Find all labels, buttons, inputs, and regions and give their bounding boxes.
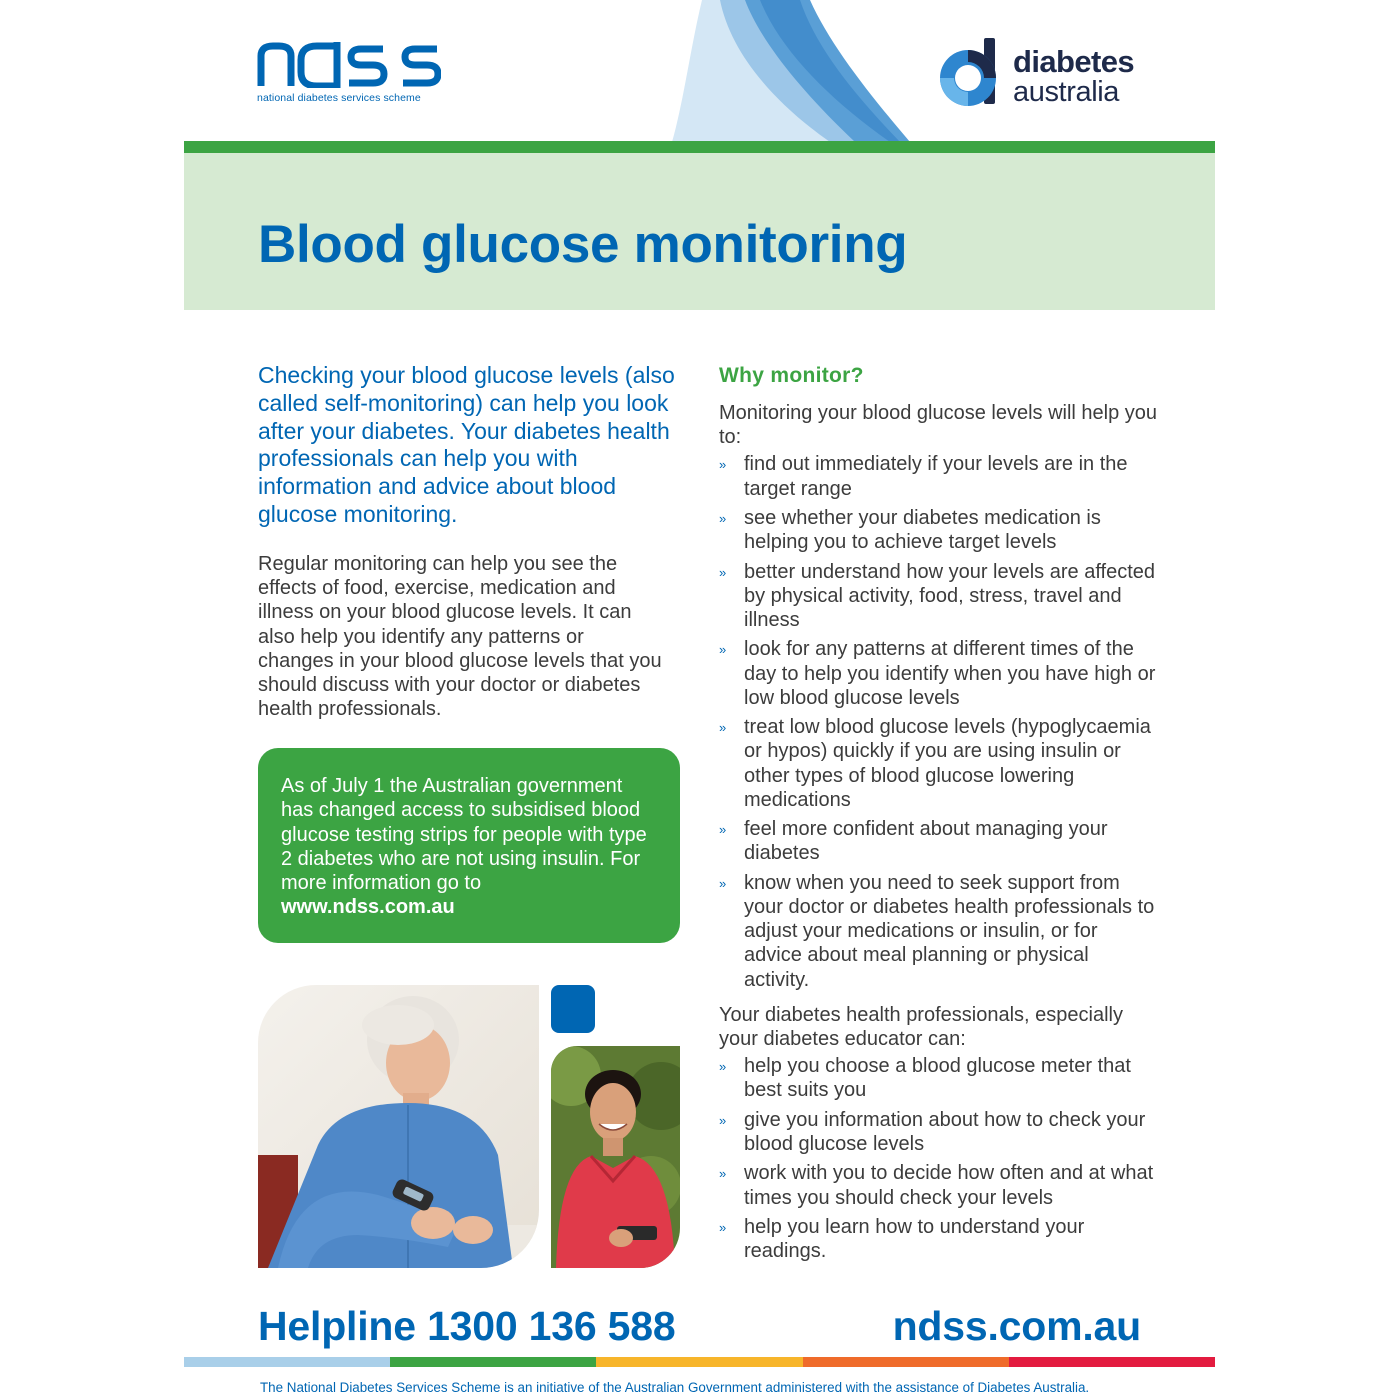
website-link[interactable]: ndss.com.au bbox=[892, 1303, 1141, 1349]
bullet-icon: » bbox=[719, 642, 727, 658]
list-item: » give you information about how to check your blood glucose levels bbox=[719, 1108, 1146, 1155]
stripe-segment bbox=[184, 1357, 390, 1367]
list-item: » better understand how your levels are affected by physical activity, food, stress, travel and illness bbox=[719, 560, 1155, 631]
ndss-tagline: national diabetes services scheme bbox=[257, 92, 421, 104]
notice-text: As of July 1 the Australian government has changed access to subsidised blood glucose testing strips for people with type 2 diabetes who are not using insulin. For more information go to bbox=[281, 775, 647, 895]
educator-help-list bbox=[719, 1054, 1159, 1263]
photo-young-man-smiling bbox=[551, 1046, 680, 1268]
diabetes-australia-word-2: australia bbox=[1013, 76, 1120, 108]
bullet-icon: » bbox=[719, 1112, 727, 1128]
stripe-segment bbox=[596, 1357, 802, 1367]
bullet-icon: » bbox=[719, 1166, 727, 1182]
list-item: » treat low blood glucose levels (hypoglycaemia or hypos) quickly if you are using insulin or other types of blood glucose lowering medications bbox=[719, 716, 1151, 811]
diabetes-australia-logo bbox=[938, 36, 1148, 108]
notice-box bbox=[258, 748, 680, 943]
diabetes-australia-logo-mark bbox=[938, 36, 998, 106]
bullet-icon: » bbox=[719, 1219, 727, 1235]
why-monitor-lead: Monitoring your blood glucose levels will help you to: bbox=[719, 402, 1158, 449]
why-monitor-column bbox=[719, 362, 1159, 1269]
footer-color-stripe bbox=[184, 1357, 1215, 1367]
list-item: » help you choose a blood glucose meter that best suits you bbox=[719, 1055, 1131, 1102]
list-item: » work with you to decide how often and at what times you should check your levels bbox=[719, 1162, 1154, 1209]
list-item: » feel more confident about managing your diabetes bbox=[719, 818, 1108, 865]
helpline-number[interactable]: Helpline 1300 136 588 bbox=[258, 1303, 676, 1349]
bullet-icon: » bbox=[719, 720, 727, 736]
ndss-logo-mark bbox=[257, 42, 441, 88]
intro-paragraph: Checking your blood glucose levels (also called self-monitoring) can help you look after your diabetes. Your diabetes health professionals can help you with information and advice about blood glucose monitoring. bbox=[258, 362, 675, 527]
list-item: » see whether your diabetes medication is helping you to achieve target levels bbox=[719, 507, 1101, 554]
diabetes-australia-word-1: diabetes bbox=[1013, 44, 1134, 79]
decorative-blue-square bbox=[551, 985, 595, 1033]
page-title: Blood glucose monitoring bbox=[258, 215, 908, 274]
photo-woman-checking-glucose bbox=[258, 985, 539, 1268]
ndss-logo bbox=[257, 42, 447, 104]
list-item: » help you learn how to understand your readings. bbox=[719, 1215, 1085, 1263]
ndss-website-link[interactable]: www.ndss.com.au bbox=[281, 896, 455, 919]
stripe-segment bbox=[1009, 1357, 1215, 1367]
stripe-segment bbox=[803, 1357, 1009, 1367]
list-item: » know when you need to seek support from your doctor or diabetes health professionals to adjust your medications or insulin, or for advice about meal planning or physical activity. bbox=[719, 871, 1155, 991]
bullet-icon: » bbox=[719, 875, 727, 891]
stripe-segment bbox=[390, 1357, 596, 1367]
bullet-icon: » bbox=[719, 1059, 727, 1075]
footer-footnote: The National Diabetes Services Scheme is an initiative of the Australian Government administered with the assistance of Diabetes Australia. bbox=[260, 1380, 1090, 1395]
list-item: » look for any patterns at different times of the day to help you identify when you have high or low blood glucose levels bbox=[719, 638, 1156, 709]
monitoring-benefits-list bbox=[719, 452, 1159, 991]
educator-lead: Your diabetes health professionals, especially your diabetes educator can: bbox=[719, 1003, 1123, 1050]
decorative-swoosh-graphic bbox=[660, 0, 910, 142]
list-item: » find out immediately if your levels are in the target range bbox=[719, 453, 1128, 500]
bullet-icon: » bbox=[719, 457, 727, 473]
bullet-icon: » bbox=[719, 511, 727, 526]
bullet-icon: » bbox=[719, 822, 727, 838]
body-paragraph: Regular monitoring can help you see the effects of food, exercise, medication and illness on your blood glucose levels. It can also help you identify any patterns or changes in your blood glucose levels that you should discuss with your doctor or diabetes health professionals. bbox=[258, 553, 662, 721]
title-band bbox=[184, 153, 1215, 310]
why-monitor-heading: Why monitor? bbox=[719, 364, 864, 387]
title-accent-line bbox=[184, 141, 1215, 153]
bullet-icon: » bbox=[719, 564, 727, 580]
